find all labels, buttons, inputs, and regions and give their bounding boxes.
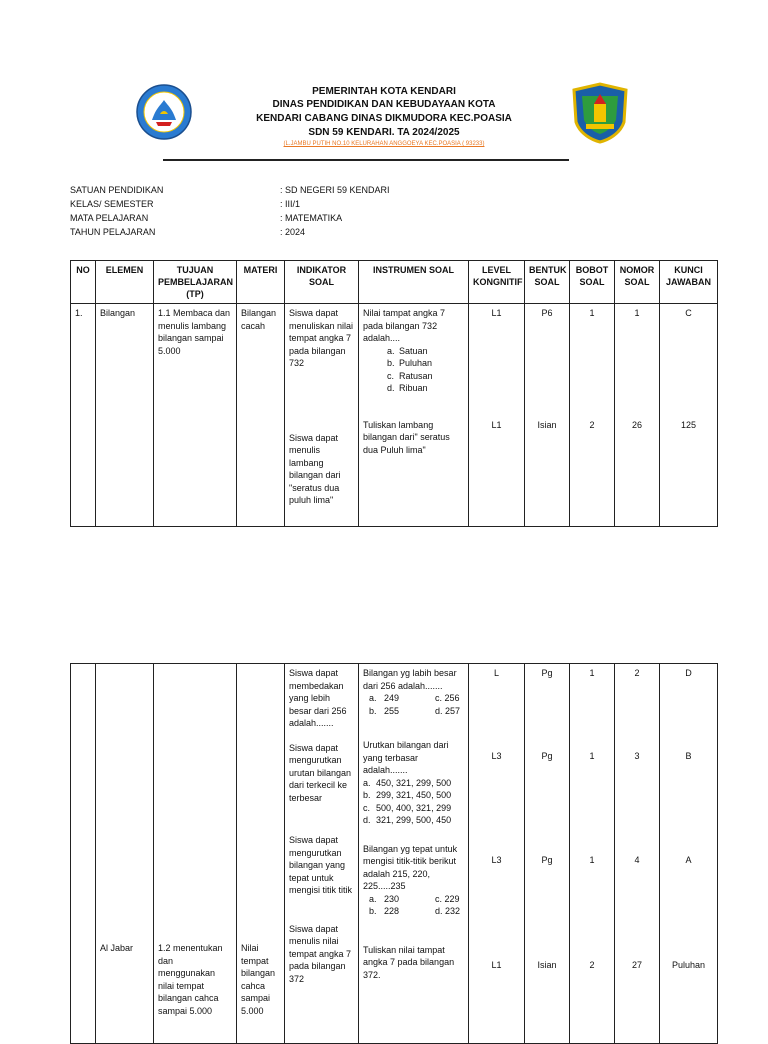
col-tujuan: TUJUAN PEMBELAJARAN (TP) (154, 261, 237, 304)
col-kunci: KUNCI JAWABAN (660, 261, 718, 304)
cell-level: L L3 L3 L1 (469, 664, 525, 1044)
col-indikator: INDIKATOR SOAL (285, 261, 359, 304)
col-level: LEVEL KONGNITIF (469, 261, 525, 304)
info-label: KELAS/ SEMESTER (70, 199, 154, 209)
col-nomor: NOMOR SOAL (615, 261, 660, 304)
cell-materi: Bilangan cacah (237, 304, 285, 527)
info-label: SATUAN PENDIDIKAN (70, 185, 164, 195)
indikator-text: Siswa dapat mengurutkan urutan bilangan dari terkecil ke terbesar (289, 742, 352, 803)
header-line-4: SDN 59 KENDARI. TA 2024/2025 (308, 127, 460, 138)
kisi-kisi-table-page-2 (70, 663, 718, 1044)
header-line-2: DINAS PENDIDIKAN DAN KEBUDAYAAN KOTA (272, 99, 496, 110)
cell-nomor: 1 26 (615, 304, 660, 527)
option-text: Satuan (399, 345, 428, 356)
soal-text: Tuliskan lambang bilangan dari" seratus dua Puluh lima" (363, 419, 450, 455)
cell-elemen: Bilangan (96, 304, 154, 527)
cell-instrumen (359, 664, 469, 1044)
cell-indikator (285, 304, 359, 527)
header-line-1: PEMERINTAH KOTA KENDARI (312, 86, 456, 97)
soal-text: Bilangan yg labih besar dari 256 adalah....... (363, 668, 457, 691)
soal-text: Urutkan bilangan dari yang terbasar adalah....... (363, 740, 449, 775)
cell-tujuan: 1.2 menentukan dan menggunakan nilai tempat bilangan cahca sampai 5.000 (154, 664, 237, 1044)
option-list: a. Satuan b. Puluhan c. Ratusan d. Ribuan (387, 345, 433, 393)
cell-no (71, 664, 96, 1044)
info-values (280, 183, 390, 239)
indikator-text: Siswa dapat mengurutkan bilangan yang tepat untuk mengisi titik titik (289, 835, 353, 895)
cell-kunci: D B A Puluhan (660, 664, 718, 1044)
info-labels (70, 183, 163, 239)
table-row (71, 664, 718, 1044)
header-line-3: KENDARI CABANG DINAS DIKMUDORA KEC.POASIA (256, 113, 512, 124)
indikator-text: Siswa dapat membedakan yang lebih besar dari 256 adalah....... (289, 668, 347, 728)
indikator-text: Siswa dapat menulis lambang bilangan dari "seratus dua puluh lima" (289, 432, 341, 505)
cell-bentuk: Pg Pg Pg Isian (525, 664, 570, 1044)
col-bobot: BOBOT SOAL (570, 261, 615, 304)
info-value: : III/1 (280, 199, 301, 209)
cell-no: 1. (71, 304, 96, 527)
col-instrumen: INSTRUMEN SOAL (359, 261, 469, 304)
option-list: a. 450, 321, 299, 500 b. 299, 321, 450, 500 c. 500, 400, 321, 299 d. 321, 299, 500, 450 (363, 777, 452, 825)
table-row (71, 304, 718, 527)
col-elemen: ELEMEN (96, 261, 154, 304)
cell-elemen: Al Jabar (96, 664, 154, 1044)
cell-tujuan: 1.1 Membaca dan menulis lambang bilangan sampai 5.000 (154, 304, 237, 527)
option-text: Ratusan (399, 370, 433, 381)
col-no: NO (71, 261, 96, 304)
cell-indikator (285, 664, 359, 1044)
cell-instrumen (359, 304, 469, 527)
option-row: a. 230 c. 229 (369, 893, 460, 904)
col-bentuk: BENTUK SOAL (525, 261, 570, 304)
info-label: MATA PELAJARAN (70, 213, 149, 223)
col-materi: MATERI (237, 261, 285, 304)
option-text: Puluhan (399, 358, 433, 368)
indikator-text: Siswa dapat menuliskan nilai tempat angka 7 pada bilangan 732 (289, 308, 354, 368)
cell-nomor: 2 3 4 27 (615, 664, 660, 1044)
cell-bobot: 1 2 (570, 304, 615, 527)
cell-level: L1 L1 (469, 304, 525, 527)
soal-text: Bilangan yg tepat untuk mengisi titik-titik berikut adalah 215, 220, 225.....235 (363, 843, 458, 891)
option-text: Ribuan (399, 383, 428, 393)
header-divider (163, 159, 569, 161)
soal-text: Nilai tampat angka 7 pada bilangan 732 adalah.... (363, 308, 446, 343)
soal-text: Tuliskan nilai tampat angka 7 pada bilangan 372. (363, 944, 455, 980)
option-row: b. 228 d. 232 (369, 906, 461, 916)
info-value: : 2024 (280, 227, 306, 237)
indikator-text: Siswa dapat menulis nilai tempat angka 7 pada bilangan 372 (289, 923, 352, 984)
option-row: a. 249 c. 256 (369, 693, 460, 703)
info-value: : MATEMATIKA (280, 213, 343, 223)
cell-kunci: C 125 (660, 304, 718, 527)
info-label: TAHUN PELAJARAN (70, 227, 156, 237)
cell-materi: Nilai tempat bilangan cahca sampai 5.000 (237, 664, 285, 1044)
school-address: (L.JAMBU PUTIH NO.10 KELURAHAN ANGGOEYA KEC.POASIA ( 93233) (283, 141, 485, 147)
table-header-row (71, 261, 718, 304)
kisi-kisi-table-page-1 (70, 260, 718, 527)
cell-bentuk: P6 Isian (525, 304, 570, 527)
cell-bobot: 1 1 1 2 (570, 664, 615, 1044)
info-value: : SD NEGERI 59 KENDARI (280, 185, 390, 195)
option-row: b. 255 d. 257 (369, 705, 461, 716)
